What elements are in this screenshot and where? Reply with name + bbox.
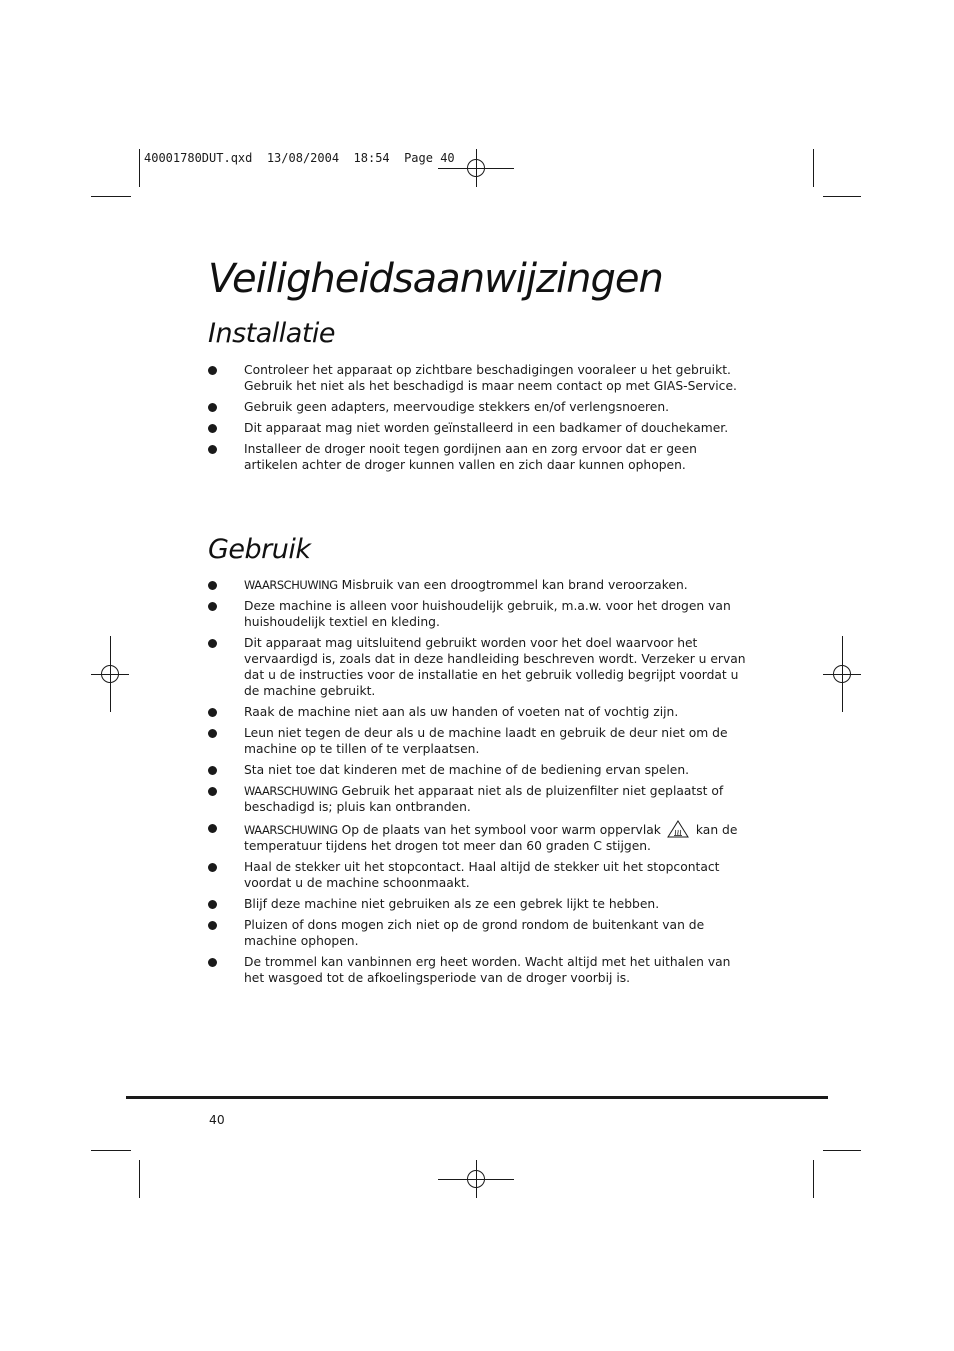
file-slug: 40001780DUT.qxd 13/08/2004 18:54 Page 40 <box>144 151 455 165</box>
list-item: Controleer het apparaat op zichtbare beschadigingen vooraleer u het gebruikt. Gebruik het niet als het beschadigd is maar neem contact op met GIAS-Service. <box>206 362 752 394</box>
crop-mark <box>813 1160 814 1198</box>
bullet-icon <box>208 824 217 833</box>
list-item: Gebruik geen adapters, meervoudige stekkers en/of verlengsnoeren. <box>206 399 752 415</box>
bullet-icon <box>208 424 217 433</box>
bullet-icon <box>208 602 217 611</box>
bullet-icon <box>208 581 217 590</box>
bullet-icon <box>208 708 217 717</box>
list-item: Raak de machine niet aan als uw handen of voeten nat of vochtig zijn. <box>206 704 752 720</box>
list-item: Deze machine is alleen voor huishoudelijk gebruik, m.a.w. voor het drogen van huishoudelijk textiel en kleding. <box>206 598 752 630</box>
list-item: WAARSCHUWING Gebruik het apparaat niet als de pluizenfilter niet geplaatst of beschadigd is; pluis kan ontbranden. <box>206 783 752 815</box>
bullet-icon <box>208 403 217 412</box>
list-item: De trommel kan vanbinnen erg heet worden. Wacht altijd met het uithalen van het wasgoed tot de afkoelingsperiode van de droger voorbij is. <box>206 954 752 986</box>
list-item: Sta niet toe dat kinderen met de machine of de bediening ervan spelen. <box>206 762 752 778</box>
warning-label: WAARSCHUWING <box>244 578 338 592</box>
bullet-icon <box>208 921 217 930</box>
warning-label: WAARSCHUWING <box>244 823 338 837</box>
list-item: Dit apparaat mag niet worden geïnstalleerd in een badkamer of douchekamer. <box>206 420 752 436</box>
bullet-icon <box>208 958 217 967</box>
bullet-icon <box>208 729 217 738</box>
list-item: WAARSCHUWING Misbruik van een droogtrommel kan brand veroorzaken. <box>206 577 752 593</box>
crop-mark <box>139 149 140 187</box>
bullet-icon <box>208 900 217 909</box>
bullet-icon <box>208 766 217 775</box>
list-item: Dit apparaat mag uitsluitend gebruikt worden voor het doel waarvoor het vervaardigd is, zoals dat in deze handleiding beschreven wordt. Verzeker u ervan dat u de instructies voor de installatie en het gebruik volledig begrijpt voordat u de machine gebruikt. <box>206 635 752 699</box>
crop-mark <box>823 196 861 197</box>
bullet-icon <box>208 366 217 375</box>
crop-mark <box>91 1150 131 1151</box>
crop-mark <box>139 1160 140 1198</box>
bullet-icon <box>208 863 217 872</box>
crop-mark <box>813 149 814 187</box>
footer-rule <box>126 1096 828 1099</box>
list-item: Leun niet tegen de deur als u de machine laadt en gebruik de deur niet om de machine op te tillen of te verplaatsen. <box>206 725 752 757</box>
crop-mark <box>91 196 131 197</box>
list-item: Installeer de droger nooit tegen gordijnen aan en zorg ervoor dat er geen artikelen achter de droger kunnen vallen en zich daar kunnen ophopen. <box>206 441 752 473</box>
installatie-list <box>206 362 752 478</box>
page-title: Veiligheidsaanwijzingen <box>208 256 663 302</box>
bullet-icon <box>208 445 217 454</box>
list-item: WAARSCHUWING Op de plaats van het symbool voor warm oppervlak kan de temperatuur tijdens het drogen tot meer dan 60 graden C stijgen. <box>206 820 752 854</box>
list-item: Blijf deze machine niet gebruiken als ze een gebrek lijkt te hebben. <box>206 896 752 912</box>
page-number: 40 <box>209 1113 225 1127</box>
bullet-icon <box>208 639 217 648</box>
hot-surface-icon <box>667 820 689 838</box>
warning-label: WAARSCHUWING <box>244 784 338 798</box>
section-heading-installatie: Installatie <box>208 318 336 349</box>
gebruik-list <box>206 577 752 991</box>
list-item: Haal de stekker uit het stopcontact. Haal altijd de stekker uit het stopcontact voordat u de machine schoonmaakt. <box>206 859 752 891</box>
list-item: Pluizen of dons mogen zich niet op de grond rondom de buitenkant van de machine ophopen. <box>206 917 752 949</box>
crop-mark <box>823 1150 861 1151</box>
bullet-icon <box>208 787 217 796</box>
section-heading-gebruik: Gebruik <box>208 534 311 565</box>
